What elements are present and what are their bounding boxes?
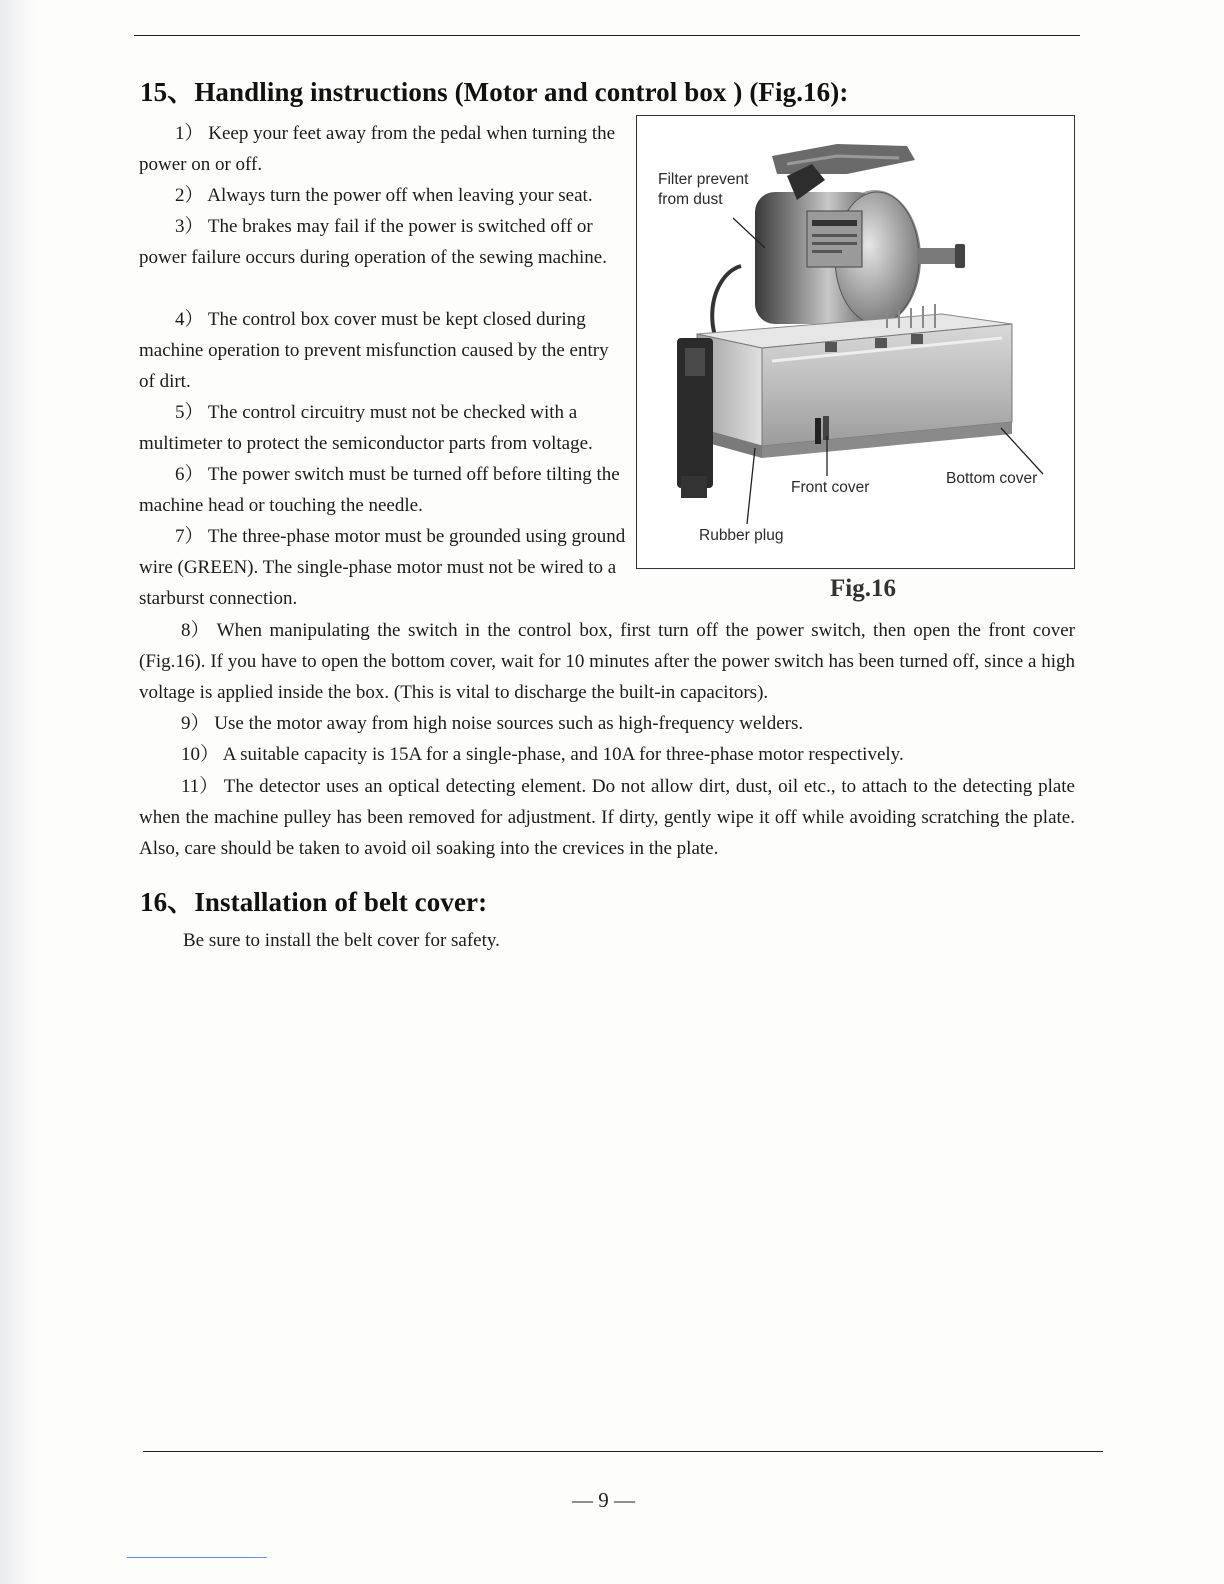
instruction-item: 1） Keep your feet away from the pedal when turning the power on or off. xyxy=(139,123,616,176)
instruction-item: 2） Always turn the power off when leaving your seat. xyxy=(175,185,593,206)
instruction-item: 10） A suitable capacity is 15A for a single-phase, and 10A for three-phase motor respectively. xyxy=(181,744,904,765)
figure-16-frame xyxy=(636,115,1075,569)
instruction-item: 8） When manipulating the switch in the control box, first turn off the power switch, then open the front cover (Fig.16). If you have to open the bottom cover, wait for 10 minutes after the power switch has been turned off, since a high voltage is applied inside the box. (This is vital to discharge the built-in capacitors). xyxy=(139,620,1075,704)
instruction-item: 5） The control circuitry must not be checked with a multimeter to protect the semiconductor parts from voltage. xyxy=(139,402,593,455)
front-cover-label: Front cover xyxy=(791,479,870,496)
instruction-item: 9） Use the motor away from high noise sources such as high-frequency welders. xyxy=(181,713,804,734)
section-16-heading: 16、Installation of belt cover: xyxy=(140,887,488,917)
instruction-item: 7） The three-phase motor must be grounded using ground wire (GREEN). The single-phase motor must not be wired to a starburst connection. xyxy=(139,526,626,610)
rubber-plug-label: Rubber plug xyxy=(699,527,784,544)
scan-artifact-line xyxy=(127,1557,267,1558)
scan-edge-shadow xyxy=(0,0,40,1584)
instruction-item: 11） The detector uses an optical detecting element. Do not allow dirt, dust, oil etc., to attach to the detecting plate when the machine pulley has been removed for adjustment. If dirty, gently wipe it off while avoiding scratching the plate. Also, care should be taken to avoid oil soaking into the crevices in the plate. xyxy=(139,776,1075,860)
bottom-cover-label: Bottom cover xyxy=(946,470,1038,487)
section-15-heading: 15、Handling instructions (Motor and control box ) (Fig.16): xyxy=(140,77,849,107)
figure-caption: Fig.16 xyxy=(830,575,896,602)
instruction-item: 3） The brakes may fail if the power is switched off or power failure occurs during operation of the sewing machine. xyxy=(139,216,607,269)
page-number: — 9 — xyxy=(572,1488,635,1512)
filter-label: Filter prevent from dust xyxy=(658,171,749,208)
header-rule xyxy=(134,35,1080,36)
instruction-item: 6） The power switch must be turned off before tilting the machine head or touching the needle. xyxy=(139,464,620,517)
footer-rule xyxy=(143,1451,1103,1452)
instruction-item: 4） The control box cover must be kept closed during machine operation to prevent misfunction caused by the entry of dirt. xyxy=(139,309,609,393)
section-16-text: Be sure to install the belt cover for safety. xyxy=(183,930,500,951)
